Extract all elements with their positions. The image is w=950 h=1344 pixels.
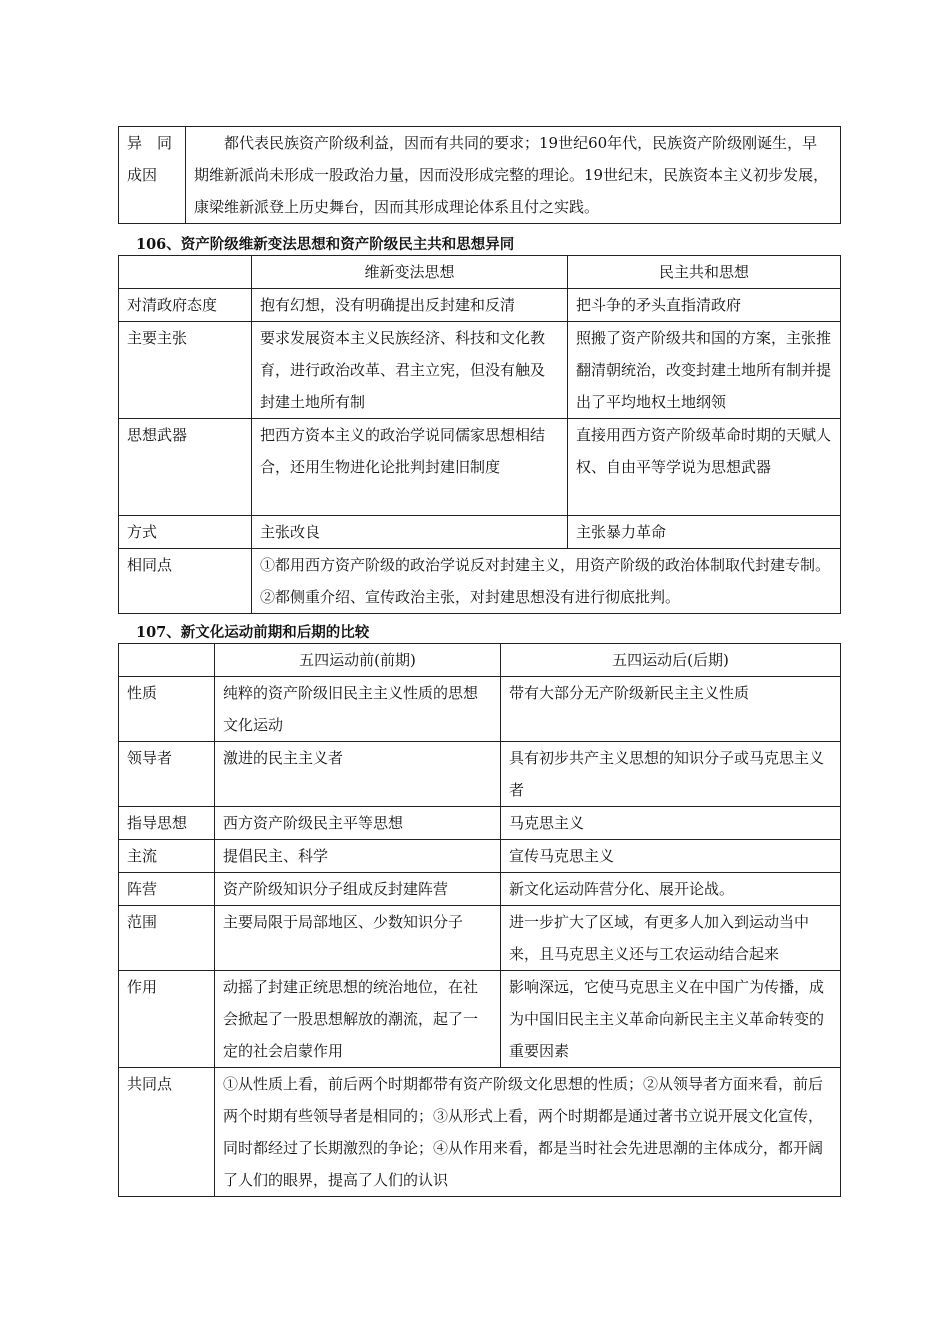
row-label: 作用 — [119, 971, 215, 1068]
section-106-title: 106、资产阶级维新变法思想和资产阶级民主共和思想异同 — [136, 236, 515, 253]
row-label: 异 同成因 — [119, 127, 186, 224]
table-row — [119, 677, 841, 742]
row-label: 范围 — [119, 906, 215, 971]
cell-a: 主要局限于局部地区、少数知识分子 — [215, 906, 501, 971]
cell-a: 提倡民主、科学 — [215, 840, 501, 873]
cell-a: 资产阶级知识分子组成反封建阵营 — [215, 873, 501, 906]
row-text: 都代表民族资产阶级利益，因而有共同的要求；19世纪60年代，民族资产阶级刚诞生，早期维新派尚未形成一股政治力量，因而没形成完整的理论。19世纪末，民族资本主义初步发展，康梁维新派登上历史舞台，因而其形成理论体系且付之实践。 — [186, 127, 841, 224]
row-label: 性质 — [119, 677, 215, 742]
cell-a: 动摇了封建正统思想的统治地位，在社会掀起了一股思想解放的潮流，起了一定的社会启蒙作用 — [215, 971, 501, 1068]
cell-a: 主张改良 — [252, 516, 568, 549]
cell-b: 具有初步共产主义思想的知识分子或马克思主义者 — [501, 742, 841, 807]
header-empty — [119, 644, 215, 677]
table-row — [119, 549, 841, 614]
cell-b: 照搬了资产阶级共和国的方案，主张推翻清朝统治，改变封建土地所有制并提出了平均地权土地纲领 — [568, 322, 841, 419]
row-label: 阵营 — [119, 873, 215, 906]
section-107-table — [118, 643, 841, 1197]
header-col-b: 民主共和思想 — [568, 256, 841, 289]
row-label: 指导思想 — [119, 807, 215, 840]
cell-b: 把斗争的矛头直指清政府 — [568, 289, 841, 322]
row-label: 相同点 — [119, 549, 252, 614]
section-106-table — [118, 255, 841, 614]
row-label: 方式 — [119, 516, 252, 549]
cell-a: 要求发展资本主义民族经济、科技和文化教育，进行政治改革、君主立宪，但没有触及封建土地所有制 — [252, 322, 568, 419]
cell-b: 直接用西方资产阶级革命时期的天赋人权、自由平等学说为思想武器 — [568, 419, 841, 516]
row-label: 主流 — [119, 840, 215, 873]
cell-b: 带有大部分无产阶级新民主主义性质 — [501, 677, 841, 742]
table-row — [119, 516, 841, 549]
header-col-b: 五四运动后(后期) — [501, 644, 841, 677]
row-label: 共同点 — [119, 1068, 215, 1197]
header-col-a: 五四运动前(前期) — [215, 644, 501, 677]
section-107-title: 107、新文化运动前期和后期的比较 — [136, 624, 370, 641]
cell-a: 激进的民主主义者 — [215, 742, 501, 807]
cell-b: 主张暴力革命 — [568, 516, 841, 549]
table-row — [119, 873, 841, 906]
table-header-row — [119, 256, 841, 289]
table-row — [119, 906, 841, 971]
table-row — [119, 1068, 841, 1197]
table-row — [119, 289, 841, 322]
row-label: 主要主张 — [119, 322, 252, 419]
table-row — [119, 419, 841, 516]
table-row — [119, 971, 841, 1068]
table-row — [119, 322, 841, 419]
intro-table — [118, 126, 841, 224]
header-col-a: 维新变法思想 — [252, 256, 568, 289]
cell-b: 宣传马克思主义 — [501, 840, 841, 873]
cell-b: 影响深远，它使马克思主义在中国广为传播，成为中国旧民主主义革命向新民主主义革命转变的重要因素 — [501, 971, 841, 1068]
cell-b: 进一步扩大了区域，有更多人加入到运动当中来，且马克思主义还与工农运动结合起来 — [501, 906, 841, 971]
table-row — [119, 127, 841, 224]
cell-a: 纯粹的资产阶级旧民主主义性质的思想文化运动 — [215, 677, 501, 742]
row-label: 对清政府态度 — [119, 289, 252, 322]
cell-a: 把西方资本主义的政治学说同儒家思想相结合，还用生物进化论批判封建旧制度 — [252, 419, 568, 516]
cell-b: 马克思主义 — [501, 807, 841, 840]
table-row — [119, 742, 841, 807]
header-empty — [119, 256, 252, 289]
cell-a: 西方资产阶级民主平等思想 — [215, 807, 501, 840]
cell-a: 抱有幻想，没有明确提出反封建和反清 — [252, 289, 568, 322]
cell-b: 新文化运动阵营分化、展开论战。 — [501, 873, 841, 906]
table-row — [119, 807, 841, 840]
table-header-row — [119, 644, 841, 677]
common-text: ①都用西方资产阶级的政治学说反对封建主义，用资产阶级的政治体制取代封建专制。②都侧重介绍、宣传政治主张，对封建思想没有进行彻底批判。 — [252, 549, 841, 614]
row-label: 领导者 — [119, 742, 215, 807]
table-row — [119, 840, 841, 873]
row-label: 思想武器 — [119, 419, 252, 516]
common-text: ①从性质上看，前后两个时期都带有资产阶级文化思想的性质；②从领导者方面来看，前后两个时期有些领导者是相同的；③从形式上看，两个时期都是通过著书立说开展文化宣传，同时都经过了长期激烈的争论；④从作用来看，都是当时社会先进思潮的主体成分，都开阔了人们的眼界，提高了人们的认识 — [215, 1068, 841, 1197]
